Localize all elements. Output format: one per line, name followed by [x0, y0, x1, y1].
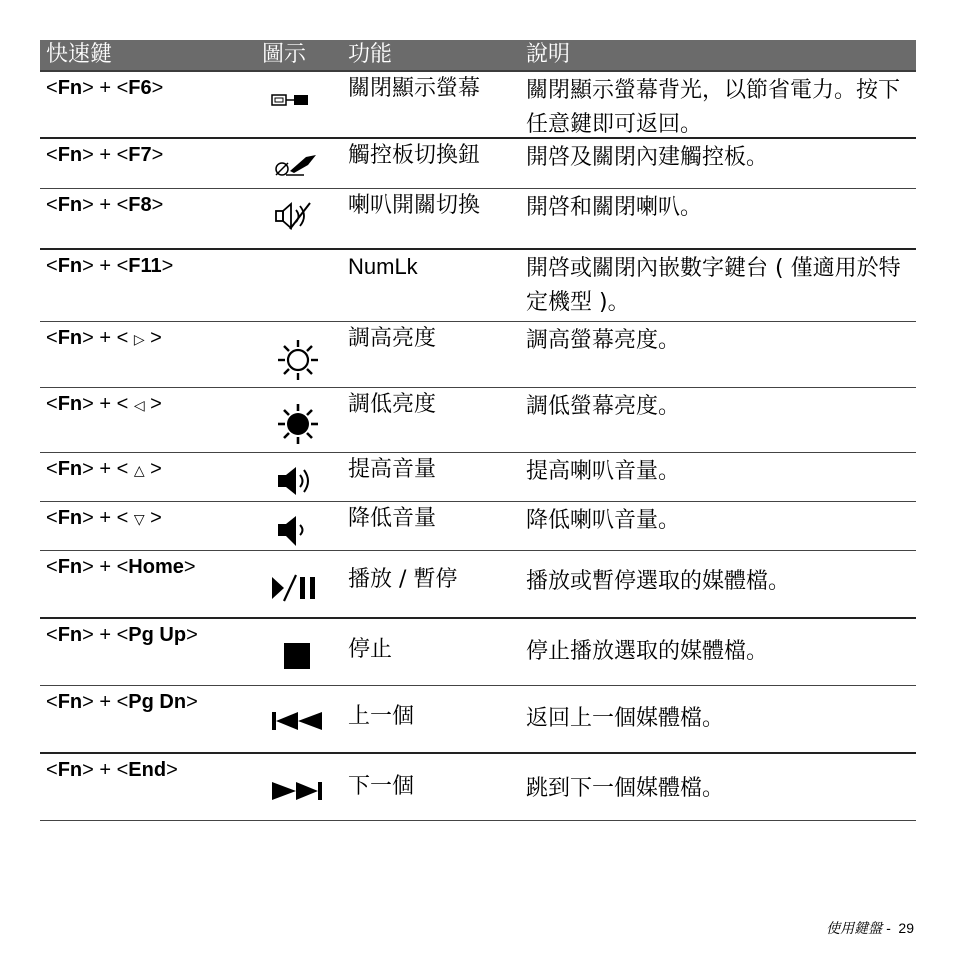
function-label: 下一個 [348, 774, 415, 799]
description-text: 開啓及關閉內建觸控板。 [526, 145, 769, 170]
shortcut-key: <Fn> + <F8> [46, 194, 164, 216]
description-text: 停止播放選取的媒體檔。 [526, 639, 769, 664]
table-row [40, 686, 916, 754]
table-row [40, 72, 916, 139]
footer-section: 使用鍵盤 [826, 920, 883, 936]
shortcut-key: <Fn> + <F7> [46, 144, 164, 166]
description-text: 降低喇叭音量。 [526, 508, 681, 533]
volume-up-icon [276, 465, 316, 497]
function-label: 提高音量 [348, 457, 437, 482]
table-row [40, 502, 916, 551]
function-label: 喇叭開關切換 [348, 193, 481, 218]
display-off-icon [270, 92, 320, 108]
shortcut-key: <Fn> + <F6> [46, 77, 164, 99]
shortcut-key: <Fn> + <Pg Dn> [46, 691, 198, 713]
header-description: 說明 [526, 42, 571, 67]
footer-separator: - [885, 920, 891, 936]
function-label: 停止 [348, 637, 393, 662]
shortcut-key: <Fn> + <End> [46, 759, 178, 781]
shortcut-key: <Fn> + <F11> [46, 255, 174, 277]
touchpad-toggle-icon [272, 151, 318, 179]
function-label: 降低音量 [348, 506, 437, 531]
table-row [40, 619, 916, 686]
function-label: 上一個 [348, 704, 415, 729]
next-track-icon [270, 780, 326, 802]
function-label: 調高亮度 [348, 326, 437, 351]
description-text: 跳到下一個媒體檔。 [526, 776, 725, 801]
function-label: NumLk [348, 254, 418, 279]
table-row [40, 551, 916, 619]
function-label: 播放 / 暫停 [348, 567, 458, 592]
function-label: 關閉顯示螢幕 [348, 76, 481, 101]
description-text: 調高螢幕亮度。 [526, 328, 681, 353]
shortcut-key: <Fn> + < ▽ > [46, 507, 162, 529]
description-text: 調低螢幕亮度。 [526, 394, 681, 419]
description-text: 關閉顯示螢幕背光，以節省電力。按下任意鍵即可返回。 [526, 78, 901, 137]
table-row [40, 322, 916, 388]
table-row [40, 388, 916, 453]
speaker-mute-icon [274, 201, 314, 231]
description-text: 返回上一個媒體檔。 [526, 706, 725, 731]
page-footer [826, 918, 914, 938]
brightness-up-icon [276, 338, 320, 382]
stop-icon [282, 641, 312, 671]
description-text: 開啓和關閉喇叭。 [526, 195, 703, 220]
description-text: 開啓或關閉內嵌數字鍵台 ( 僅適用於特定機型 )。 [526, 256, 901, 315]
function-label: 觸控板切換鈕 [348, 143, 481, 168]
table-row [40, 189, 916, 250]
table-row [40, 453, 916, 502]
function-label: 調低亮度 [348, 392, 437, 417]
shortcut-key: <Fn> + <Home> [46, 556, 196, 578]
header-icon: 圖示 [262, 42, 307, 67]
table-row [40, 139, 916, 189]
table-row [40, 250, 916, 322]
brightness-down-icon [276, 402, 320, 446]
previous-track-icon [270, 710, 326, 732]
description-text: 播放或暫停選取的媒體檔。 [526, 569, 791, 594]
table-row [40, 754, 916, 821]
shortcut-key: <Fn> + <Pg Up> [46, 624, 198, 646]
shortcut-table [40, 40, 916, 821]
volume-down-icon [276, 514, 316, 548]
shortcut-key: <Fn> + < △ > [46, 458, 162, 480]
shortcut-key: <Fn> + < ▷ > [46, 327, 162, 349]
page-number: 29 [898, 920, 914, 936]
header-function: 功能 [348, 42, 393, 67]
header-shortcut: 快速鍵 [46, 42, 113, 67]
table-header [40, 40, 916, 72]
shortcut-key: <Fn> + < ◁ > [46, 393, 162, 415]
play-pause-icon [270, 573, 324, 603]
description-text: 提高喇叭音量。 [526, 459, 681, 484]
